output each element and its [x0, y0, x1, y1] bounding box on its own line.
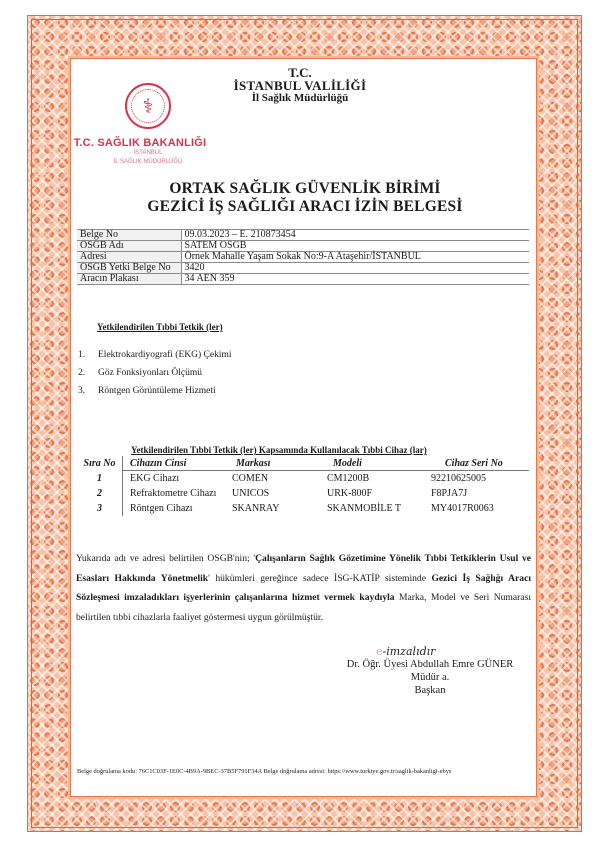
- document-title-line2: GEZİCİ İŞ SAĞLIĞI ARACI İZİN BELGESİ: [147, 198, 463, 215]
- column-header-model: Modeli: [321, 456, 427, 471]
- logo-subtitle-directorate: İL SAĞLIK MÜDÜRLÜĞÜ: [113, 159, 183, 165]
- devices-heading: Yetkilendirilen Tıbbi Tetkik (ler) Kapsamında Kullanılacak Tıbbi Cihaz (lar): [131, 445, 427, 455]
- list-item-label: Göz Fonksiyonları Ölçümü: [98, 368, 202, 378]
- cell-model: URK-800F: [327, 488, 373, 499]
- table-row: [77, 471, 529, 486]
- logo-subtitle-city: İSTANBUL: [133, 150, 163, 156]
- info-value: SATEM OSGB: [181, 241, 529, 252]
- info-value: Örnek Mahalle Yaşam Sokak No:9-A Ataşehir/İSTANBUL: [181, 252, 529, 263]
- e-signature-icon: e: [376, 645, 383, 658]
- table-row: [77, 263, 529, 274]
- signature-block: [330, 645, 530, 697]
- cell-serial: F8PJA7J: [431, 488, 468, 499]
- table-row: [77, 274, 529, 285]
- list-item-number: 1.: [78, 350, 86, 360]
- body-text-1: Yukarıda adı ve adresi belirtilen OSGB'nin; ': [76, 553, 256, 564]
- devices-table-header: [77, 456, 529, 471]
- document-title-line1: ORTAK SAĞLIK GÜVENLİK BİRİMİ: [169, 180, 441, 197]
- cell-type: Refraktometre Cihazı: [130, 488, 217, 499]
- caduceus-icon: ⚕: [142, 94, 154, 118]
- header-directorate: İl Sağlık Müdürlüğü: [251, 92, 349, 104]
- signatory-role: Müdür a.: [410, 672, 450, 683]
- cell-brand: UNICOS: [232, 488, 270, 499]
- issuer-header: [0, 66, 600, 105]
- table-row: [77, 241, 529, 252]
- devices-table: [77, 456, 529, 516]
- column-header-type: Cihazın Cinsi: [123, 456, 226, 471]
- table-row: [77, 501, 529, 516]
- table-row: [77, 252, 529, 263]
- list-item: [78, 367, 232, 385]
- info-value: 34 AEN 359: [181, 274, 529, 285]
- e-signature-text: -imzalıdır: [382, 645, 436, 658]
- approval-paragraph: [76, 549, 531, 627]
- table-row: [77, 486, 529, 501]
- condition-text: Gezici İş Sağlığı Aracı Sözleşmesi imzaladıkları işyerlerinin çalışanlarına hizmet vermek kaydıyla: [76, 572, 531, 603]
- cell-model: CM1200B: [327, 473, 370, 484]
- info-label: Aracın Plakası: [77, 274, 181, 285]
- cell-brand: COMEN: [232, 473, 269, 484]
- cell-order: 3: [77, 501, 123, 516]
- column-header-brand: Markası: [226, 456, 321, 471]
- body-text-2: ' hükümleri gereğince sadece İSG-KATİP sisteminde: [208, 572, 432, 584]
- column-header-order: Sıra No: [77, 456, 123, 471]
- authorized-tests-heading: Yetkilendirilen Tıbbi Tetkik (ler): [97, 322, 223, 332]
- signatory-name: Dr. Öğr. Üyesi Abdullah Emre GÜNER: [346, 659, 514, 670]
- list-item-number: 3.: [78, 386, 86, 396]
- column-header-serial: Cihaz Seri No: [427, 456, 529, 471]
- verification-footer: Belge doğrulama kodu: 76C1C03F-1E0C-4B9A-9BEC-37B5F791F34A Belge doğrulama adresi: https://www.turkiye.gov.tr/saglik-bakanligi-ebys: [77, 768, 452, 775]
- list-item-label: Elektrokardiyografi (EKG) Çekimi: [98, 350, 232, 360]
- list-item: [78, 349, 232, 367]
- e-signature: [330, 645, 530, 658]
- regulation-name: Çalışanların Sağlık Gözetimine Yönelik Tıbbi Tetkiklerin Usul ve Esasları Hakkında Yönetmelik: [76, 553, 532, 584]
- info-label: OSGB Adı: [77, 241, 181, 252]
- cell-type: Röntgen Cihazı: [130, 503, 193, 514]
- header-tc: T.C.: [288, 65, 312, 80]
- list-item-number: 2.: [78, 368, 86, 378]
- authorized-tests-list: [78, 349, 232, 403]
- info-label: Belge No: [77, 230, 181, 241]
- cell-order: 2: [77, 486, 123, 501]
- cell-serial: MY4017R0063: [431, 503, 494, 514]
- document-title: [0, 180, 600, 216]
- table-row: [77, 230, 529, 241]
- list-item-label: Röntgen Görüntüleme Hizmeti: [98, 386, 216, 396]
- certificate-info-table: [77, 229, 529, 285]
- cell-serial: 92210625005: [431, 473, 486, 484]
- cell-model: SKANMOBİLE T: [327, 503, 401, 514]
- info-value: 3420: [181, 263, 529, 274]
- cell-order: 1: [77, 471, 123, 486]
- info-label: Adresi: [77, 252, 181, 263]
- signatory-title: Başkan: [414, 685, 446, 696]
- info-label: OSGB Yetki Belge No: [77, 263, 181, 274]
- cell-brand: SKANRAY: [232, 503, 280, 514]
- header-governorship: İSTANBUL VALİLİĞİ: [233, 78, 367, 93]
- body-text-3: Marka, Model ve Seri Numarası belirtilen tıbbi cihazlarla faaliyet göstermesi uygun görülmüştür.: [76, 592, 531, 623]
- cell-type: EKG Cihazı: [130, 473, 180, 484]
- list-item: [78, 385, 232, 403]
- logo-title: T.C. SAĞLIK BAKANLIĞI: [73, 137, 207, 149]
- info-value: 09.03.2023 – E. 210873454: [181, 230, 529, 241]
